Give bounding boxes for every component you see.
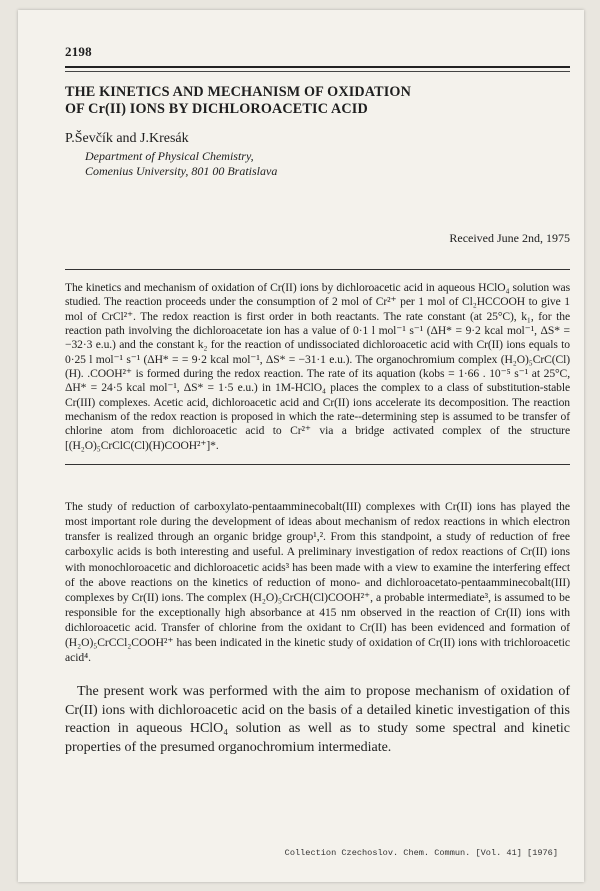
affiliation-line-1: Department of Physical Chemistry, xyxy=(85,149,254,163)
introduction-paragraph: The study of reduction of carboxylato-pentaamminecobalt(III) complexes with Cr(II) ions has played the most important role during the development of ideas about mechanism of redox reactions in which electron transfer is realized through an organic bridge group¹,². From this standpoint, a study of reduction of free carboxylic acids is both interesting and useful. A preliminary investigation of redox reactions of Cr(II) ions with monochloroacetic and dichloroacetic acids³ has been made with a view to examine the interfering effect of the above reactions on the kinetics of reduction of mono- and dichloroacetato-pentaamminecobalt(III) complexes by Cr(II) ions. The complex (H₂O)₅CrCH(Cl)COOH²⁺, a probable intermediate³, is assumed to be responsible for the exceptionally high absorbance at 415 nm observed in the reaction of Cr(II) ions with dichloroacetic acid. Transfer of chlorine from the oxidant to Cr(II) has been evidenced and formation of (H₂O)₅CrCCl₂COOH²⁺ has been indicated in the kinetic study of oxidation of Cr(II) ions with trichloroacetic acid⁴. xyxy=(65,500,570,665)
received-date: Received June 2nd, 1975 xyxy=(449,231,570,245)
article-title xyxy=(65,84,570,118)
header-rule-thin xyxy=(65,71,570,72)
aim-paragraph: The present work was performed with the aim to propose mechanism of oxidation of Cr(II) ions with dichloroacetic acid on the basis of a detailed kinetic investigation of this reaction in aqueous HClO₄ solution as well as to study some spectral and kinetic properties of the presumed organochromium intermediate. xyxy=(65,684,570,755)
affiliation-line-2: Comenius University, 801 00 Bratislava xyxy=(85,164,278,178)
journal-page xyxy=(18,10,584,882)
journal-footer: Collection Czechoslov. Chem. Commun. [Vol. 41] [1976] xyxy=(284,848,558,858)
affiliation xyxy=(85,149,570,179)
title-line-2: OF Cr(II) IONS BY DICHLOROACETIC ACID xyxy=(65,101,368,117)
page-number: 2198 xyxy=(65,44,92,59)
authors: P.Ševčík and J.Kresák xyxy=(65,131,189,146)
page-content xyxy=(65,44,570,757)
abstract-top-rule xyxy=(65,269,570,270)
abstract-bottom-rule xyxy=(65,464,570,465)
abstract: The kinetics and mechanism of oxidation of Cr(II) ions by dichloroacetic acid in aqueous HClO₄ solution was studied. The reaction proceeds under the consumption of 2 mol of Cr²⁺ per 1 mol of Cl₂HCCOOH to give 1 mol of CrCl²⁺. The redox reaction is first order in both reactants. The rate constant (at 25°C), k₁, for the reaction path involving the dichloroacetate ion has a value of 0·1 l mol⁻¹ s⁻¹ (ΔH* = 9·2 kcal mol⁻¹, ΔS* = −32·3 e.u.) and the constant k₂ for the reaction of undissociated dichloroacetic acid with Cr(II) ions equals to 0·25 l mol⁻¹ s⁻¹ (ΔH* = = 9·2 kcal mol⁻¹, ΔS* = −31·1 e.u.). The organochromium complex (H₂O)₅CrC(Cl)(H). .COOH²⁺ is formed during the redox reaction. The rate of its aquation (kobs = 1·66 . 10⁻⁵ s⁻¹ at 25°C, ΔH* = 24·5 kcal mol⁻¹, ΔS* = 1·5 e.u.) in 1M-HClO₄ places the complex to a class of substitution-stable Cr(III) complexes. Acetic acid, dichloroacetic acid and Cr(II) ions accelerate its decomposition. The reaction mechanism of the redox reaction is proposed in which the rate--determining step is assumed to be transfer of chlorine atom from dichloroacetic acid to Cr²⁺ via a bridge activated complex of the structure [(H₂O)₅CrClC(Cl)(H)COOH²⁺]*. xyxy=(65,281,570,452)
title-line-1: THE KINETICS AND MECHANISM OF OXIDATION xyxy=(65,84,411,100)
header-rule-thick xyxy=(65,66,570,68)
